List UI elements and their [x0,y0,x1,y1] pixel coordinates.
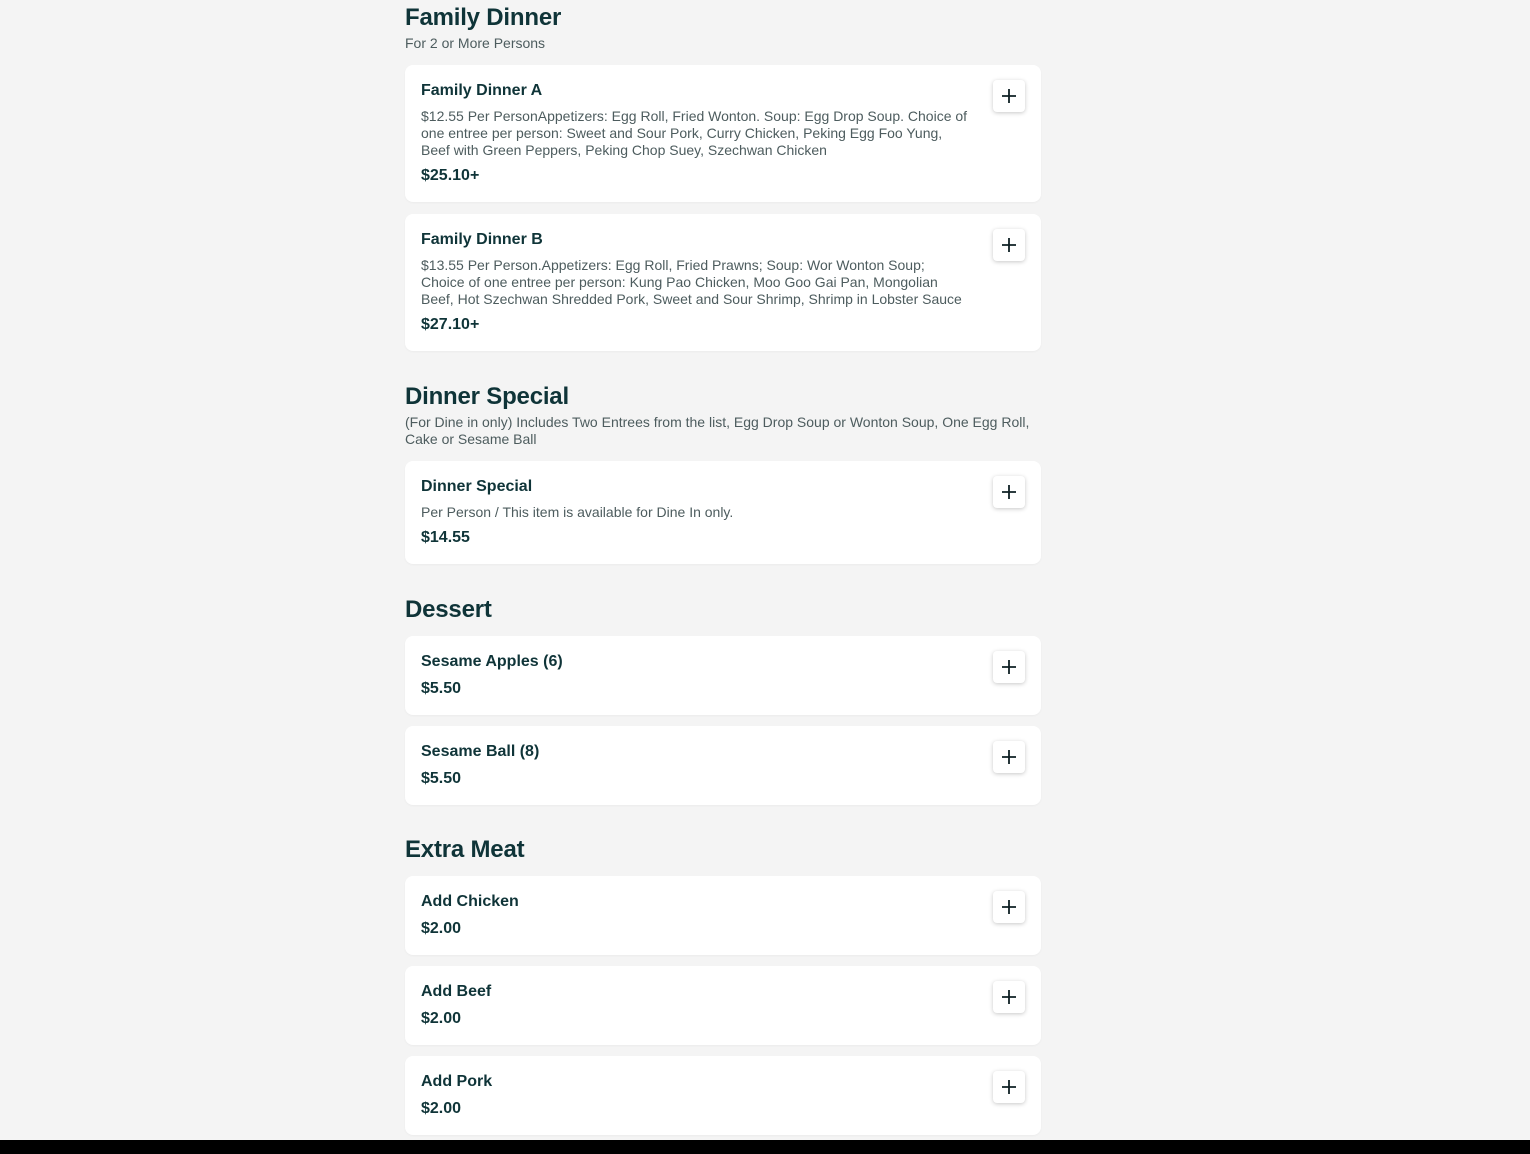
item-description: Per Person / This item is available for Dine In only. [421,504,734,520]
menu-item-card[interactable] [405,726,1041,805]
item-name: Family Dinner A [421,82,543,99]
section-title: Extra Meat [405,836,525,863]
item-description: $13.55 Per Person.Appetizers: Egg Roll, Fried Prawns; Soup: Wor Wonton Soup; Choice of one entree per person: Kung Pao Chicken, Moo Goo Gai Pan, Mongolian Beef, Hot Szechwan Shredded Pork, Sweet and Sour Shrimp, Shrimp in Lobster Sauce [421,257,962,307]
menu-item-card[interactable] [405,636,1041,715]
add-item-button[interactable] [993,229,1025,261]
add-item-button[interactable] [993,741,1025,773]
section-subtitle: For 2 or More Persons [405,35,546,51]
section-dinner-special [405,382,1041,448]
section-title: Dessert [405,596,492,623]
item-price: $5.50 [421,680,462,697]
item-name: Add Pork [421,1073,493,1090]
menu-item-card[interactable] [405,966,1041,1045]
item-name: Add Chicken [421,893,519,910]
item-price: $27.10+ [421,316,480,333]
menu-item-card[interactable] [405,65,1041,202]
item-name: Dinner Special [421,478,533,495]
item-name: Sesame Apples (6) [421,653,563,670]
menu-item-card[interactable] [405,876,1041,955]
plus-icon [1001,989,1017,1005]
menu-item-card[interactable] [405,214,1041,351]
plus-icon [1001,88,1017,104]
plus-icon [1001,237,1017,253]
item-description: $12.55 Per PersonAppetizers: Egg Roll, Fried Wonton. Soup: Egg Drop Soup. Choice of one entree per person: Sweet and Sour Pork, Curry Chicken, Peking Egg Foo Yung, Beef with Green Peppers, Peking Chop Suey, Szechwan Chicken [421,108,968,158]
add-item-button[interactable] [993,651,1025,683]
section-subtitle: (For Dine in only) Includes Two Entrees from the list, Egg Drop Soup or Wonton Soup, One Egg Roll, Cake or Sesame Ball [405,414,1030,447]
item-price: $14.55 [421,529,470,546]
add-item-button[interactable] [993,891,1025,923]
section-dessert [405,595,1041,625]
item-price: $5.50 [421,770,462,787]
item-price: $2.00 [421,1100,462,1117]
item-name: Add Beef [421,983,492,1000]
add-item-button[interactable] [993,80,1025,112]
item-price: $2.00 [421,920,462,937]
add-item-button[interactable] [993,1071,1025,1103]
item-price: $25.10+ [421,167,480,184]
menu-item-card[interactable] [405,1056,1041,1135]
item-price: $2.00 [421,1010,462,1027]
plus-icon [1001,659,1017,675]
menu-item-card[interactable] [405,461,1041,564]
section-title: Dinner Special [405,383,569,410]
bottom-bar [0,1140,1530,1154]
section-extra-meat [405,835,1041,865]
item-name: Family Dinner B [421,231,543,248]
section-family-dinner [405,3,1041,52]
plus-icon [1001,899,1017,915]
plus-icon [1001,484,1017,500]
plus-icon [1001,1079,1017,1095]
section-title: Family Dinner [405,4,562,31]
item-name: Sesame Ball (8) [421,743,540,760]
plus-icon [1001,749,1017,765]
add-item-button[interactable] [993,476,1025,508]
add-item-button[interactable] [993,981,1025,1013]
